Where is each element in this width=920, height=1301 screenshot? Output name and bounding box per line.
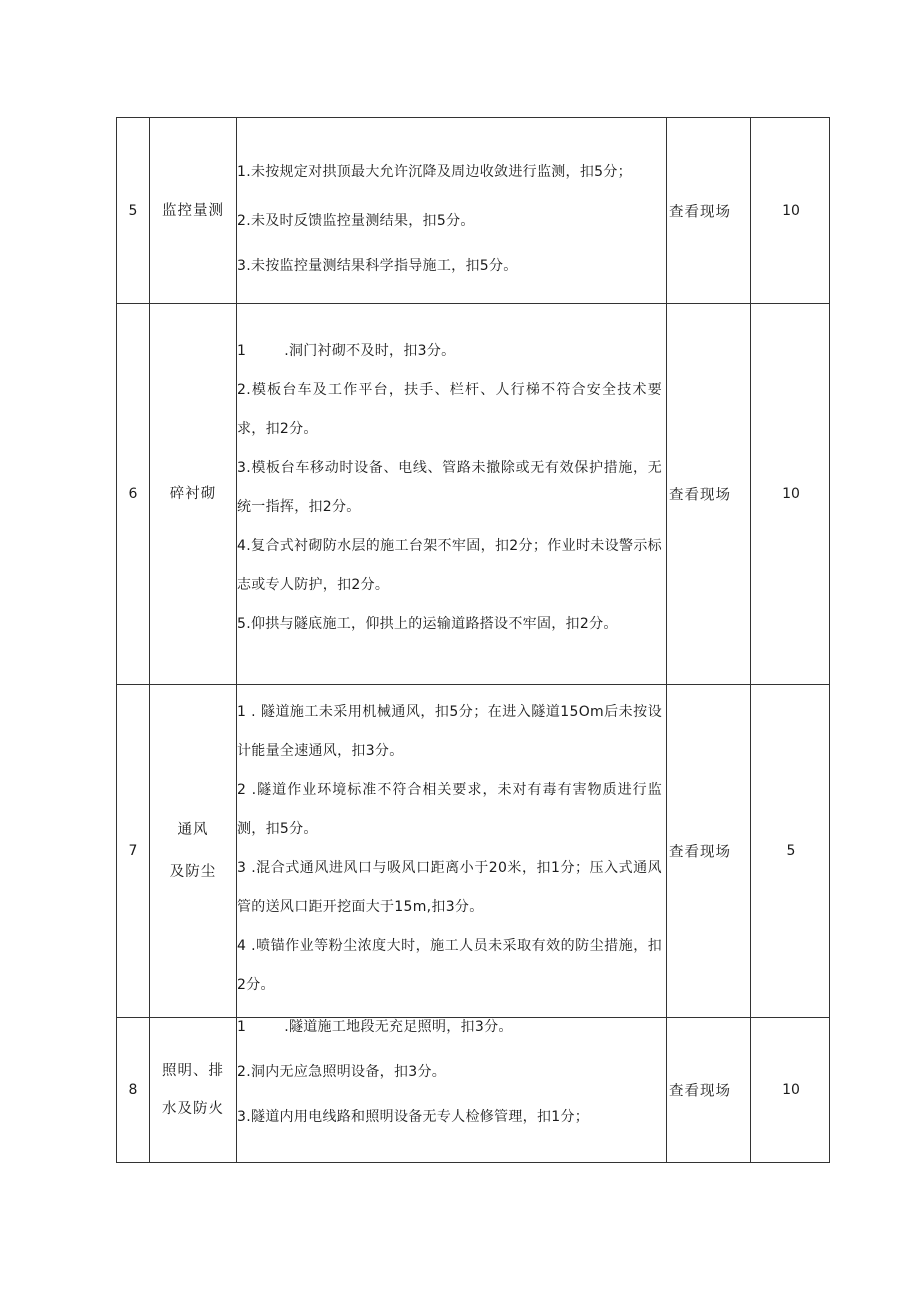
check-method-cell [667,118,751,303]
row-number-cell [117,304,150,684]
score-cell [751,118,831,303]
deduction-list [237,332,662,644]
score-value: 10 [782,486,800,502]
deduction-item: 3.未按监控量测结果科学指导施工，扣5分。 [237,258,518,274]
score-cell [751,685,831,1017]
check-item [150,1061,236,1119]
check-method: 查看现场 [669,1083,731,1100]
table-row [116,1018,830,1163]
check-item-cell [150,685,237,1017]
row-number: 6 [128,486,138,502]
check-item-line: 及防尘 [169,864,217,880]
deduction-item: 1 .洞门衬砌不及时，扣3分。 [237,343,456,359]
row-number-cell [117,685,150,1017]
score-value: 10 [782,1082,800,1098]
deduction-item: 1 . 隧道施工未采用机械通风，扣5分；在进入隧道15Om后未按设计能量全速通风，扣3分。 [237,704,662,759]
deduction-item: 2.未及时反馈监控量测结果，扣5分。 [237,213,475,229]
check-item-line: 通风 [177,822,209,838]
check-item-line: 碎衬砌 [169,486,217,502]
score-cell [751,1018,831,1162]
check-method-cell [667,685,751,1017]
check-item-line: 监控量测 [162,202,224,219]
deduction-list [237,153,662,286]
check-item [150,820,236,882]
check-item-line: 水及防火 [162,1101,224,1117]
check-item-cell [150,118,237,303]
row-number-cell [117,1018,150,1162]
table-row [116,304,830,685]
check-item [150,201,236,221]
deduction-item: 2.洞内无应急照明设备，扣3分。 [237,1064,447,1080]
deduction-item: 3.模板台车移动时设备、电线、管路未撤除或无有效保护措施，无统一指挥，扣2分。 [237,460,662,515]
deduction-item: 2 .隧道作业环境标准不符合相关要求，未对有毒有害物质进行监测，扣5分。 [237,782,662,837]
deduction-item: 4 .喷锚作业等粉尘浓度大时，施工人员未采取有效的防尘措施，扣2分。 [237,938,662,993]
deduction-item: 1.未按规定对拱顶最大允许沉降及周边收敛进行监测，扣5分； [237,164,632,180]
row-number: 7 [128,843,138,859]
score-value: 5 [786,843,796,859]
check-item-cell [150,1018,237,1162]
deduction-item: 4.复合式衬砌防水层的施工台架不牢固，扣2分；作业时未设警示标志或专人防护，扣2分。 [237,538,662,593]
score-value: 10 [782,202,800,219]
check-method: 查看现场 [669,844,731,861]
check-item [150,484,236,504]
check-item-line: 照明、排 [162,1063,224,1079]
deduction-item: 5.仰拱与隧底施工，仰拱上的运输道路搭设不牢固，扣2分。 [237,616,618,632]
check-method-cell [667,1018,751,1162]
check-method-cell [667,304,751,684]
deduction-list [237,693,662,1005]
deduction-item: 2.模板台车及工作平台，扶手、栏杆、人行梯不符合安全技术要求，扣2分。 [237,382,662,437]
deduction-criteria-cell [237,1018,667,1162]
table-row [116,685,830,1018]
deduction-list [237,1008,662,1137]
deduction-criteria-cell [237,304,667,684]
check-method: 查看现场 [669,487,731,504]
check-method: 查看现场 [669,204,731,220]
deduction-criteria-cell [237,685,667,1017]
check-item-cell [150,304,237,684]
score-cell [751,304,831,684]
row-number: 8 [128,1082,138,1098]
deduction-item: 1 .隧道施工地段无充足照明，扣3分。 [237,1019,513,1035]
row-number: 5 [128,202,138,219]
deduction-item: 3 .混合式通风进风口与吸风口距离小于20米，扣1分；压入式通风管的送风口距开挖面大于15m,扣3分。 [237,860,662,915]
deduction-item: 3.隧道内用电线路和照明设备无专人检修管理，扣1分； [237,1109,590,1125]
deduction-criteria-cell [237,118,667,303]
table-row [116,117,830,304]
row-number-cell [117,118,150,303]
